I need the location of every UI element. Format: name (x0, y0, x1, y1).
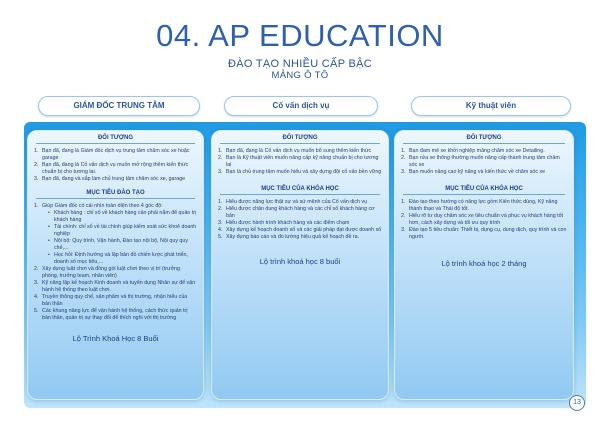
page-title: 04. AP EDUCATION (156, 18, 444, 53)
card-giam-doc (27, 130, 204, 400)
goals-list (34, 203, 197, 322)
bullet-item: • Khách hàng : chỉ số về khách hàng cần phải nắm để quản trị khách hàng (48, 210, 197, 224)
list-item: 1. Đào tạo theo hướng có năng lực gồm Kiến thức dùng, Kỹ năng thành thạo và Thái độ tốt. (401, 199, 558, 212)
list-item: 1. Giúp Giám đốc có cái nhìn toàn diện theo 4 góc độ: • Khách hàng : chỉ số về khách hàng cần phải nắm để quản trị khách hàng • Tài chính: chỉ số về tài chính giúp kiểm soát sức khoẻ doanh nghiệp • Nội bộ: Quy trình, Vận hành, Đào tạo nội bộ, Nội quy quy chế,... • Học hỏi: Định hướng và lập bản đồ chiến lược phát triển, doanh số mục tiêu,... (34, 203, 197, 266)
pill-ky-thuat-vien: Kỹ thuật viên (411, 96, 571, 116)
objects-list (401, 148, 567, 176)
card-ky-thuat-vien (394, 130, 574, 400)
list-item: 1. Hiểu được năng lực thật sự và sứ mệnh của Cố vấn dịch vụ (218, 199, 368, 205)
section-header-doi-tuong: ĐỐI TƯỢNG (220, 135, 380, 144)
list-item: 3. Kỹ năng lập kế hoạch Kinh doanh và tuyển dụng Nhân sự để vận hành hệ thống theo luật chơi. (34, 280, 196, 293)
objects-list (218, 148, 382, 176)
list-item: 5. Xây dựng báo cáo và đo lường hiệu quả kế hoạch đề ra. (218, 234, 360, 240)
list-item: 3. Bạn muốn nâng cao kỹ năng và kiến thức về chăm sóc xe (401, 169, 546, 175)
section-header-muc-tieu: MỤC TIÊU CỦA KHÓA HỌC (403, 186, 565, 195)
list-item: 1. Bạn đã, đang là Cố vấn dịch vụ muốn bổ sung thêm kiến thức (218, 148, 372, 154)
list-item: 5. Các khung năng lực để vận hành hệ thống, cách thức quản trị bản thân, quản trị sự thay đổi để thích nghi với thị trường (34, 308, 188, 321)
page-number: 13 (569, 395, 585, 411)
section-header-doi-tuong: ĐỐI TƯỢNG (403, 135, 565, 144)
list-item: 3. Đào tạo 5 tiêu chuẩn: Thiết bị, dụng cụ, dung dịch, quy trình và con người. (401, 227, 567, 240)
goals-list (218, 199, 382, 241)
course-duration: Lộ trình khoá học 8 buổi (259, 257, 341, 266)
objects-list (34, 148, 197, 183)
list-item: 4. Xây dựng kế hoạch doanh số và các giải pháp đạt được doanh số (218, 227, 382, 233)
pill-co-van: Cố vấn dịch vụ (224, 96, 378, 116)
page-subtitle (0, 58, 600, 82)
course-duration: Lộ trình khoá học 2 tháng (441, 259, 527, 268)
list-item: 1. Bạn đam mê xe khởi nghiệp mảng chăm sóc xe Detailing. (401, 148, 545, 154)
subtitle-line-2: MẢNG Ô TÔ (271, 70, 329, 81)
list-item: 3. Hiểu được hành trình khách hàng và các điểm chạm (218, 220, 350, 226)
section-header-muc-tieu: MỤC TIÊU ĐÀO TẠO (36, 190, 195, 199)
goal-bullets (42, 210, 197, 266)
bullet-item: • Nội bộ: Quy trình, Vận hành, Đào tạo nội bộ, Nội quy quy chế,... (48, 238, 197, 252)
course-duration: Lộ Trình Khoá Học 8 Buổi (72, 334, 159, 343)
pill-giam-doc: GIÁM ĐỐC TRUNG TÂM (38, 96, 200, 116)
list-item: 4. Truyền thông quy chế, sản phẩm và thị trường, nhận hiểu của bản thân (34, 294, 188, 307)
list-item: 2. Xây dựng luật chơi và đồng gói luật chơi theo vị trí (trưởng phòng, trưởng team, nhân viên) (34, 266, 180, 279)
section-header-doi-tuong: ĐỐI TƯỢNG (36, 135, 195, 144)
list-item: 3. Bạn là chủ trung tâm muốn hiểu và xây dựng đội cố vấn bền vững (218, 169, 382, 175)
bullet-item: • Tài chính: chỉ số về tài chính giúp kiểm soát sức khoẻ doanh nghiệp (48, 224, 197, 238)
list-item: 2. Hiểu rõ tư duy chăm sóc xe tiêu chuẩn và phục vụ khách hàng tốt hơn, cách xây dựng và tối ưu quy trình (401, 213, 564, 226)
section-header-muc-tieu: MỤC TIÊU CỦA KHÓA HỌC (220, 186, 380, 195)
list-item: 2. Bạn rửa xe thông thường muốn nâng cấp thành trung tâm chăm sóc xe (401, 155, 560, 168)
list-item: 3. Bạn đã, đang và sắp làm chủ trung tâm chăm sóc xe, garage (34, 176, 186, 182)
goals-list (401, 199, 567, 241)
list-item: 2. Bạn đã, đang là Cố vấn dịch vụ muốn mở rộng thêm kiến thức chuẩn bị cho tương lai. (34, 162, 189, 175)
list-item: 2. Bạn là Kỹ thuật viên muốn nâng cấp kỹ năng chuẩn bị cho tương lai (218, 155, 379, 168)
list-item: 1. Bạn đã, đang là Giám đốc dịch vụ trung tâm chăm sóc xe hoặc garage (34, 148, 190, 161)
list-item: 2. Hiểu được chân dung khách hàng và các chỉ số khách hàng cơ bản (218, 206, 375, 219)
card-co-van (211, 130, 389, 400)
subtitle-line-1: ĐÀO TẠO NHIỀU CẤP BẬC (227, 58, 373, 70)
bullet-item: • Học hỏi: Định hướng và lập bản đồ chiến lược phát triển, doanh số mục tiêu,... (48, 252, 197, 266)
